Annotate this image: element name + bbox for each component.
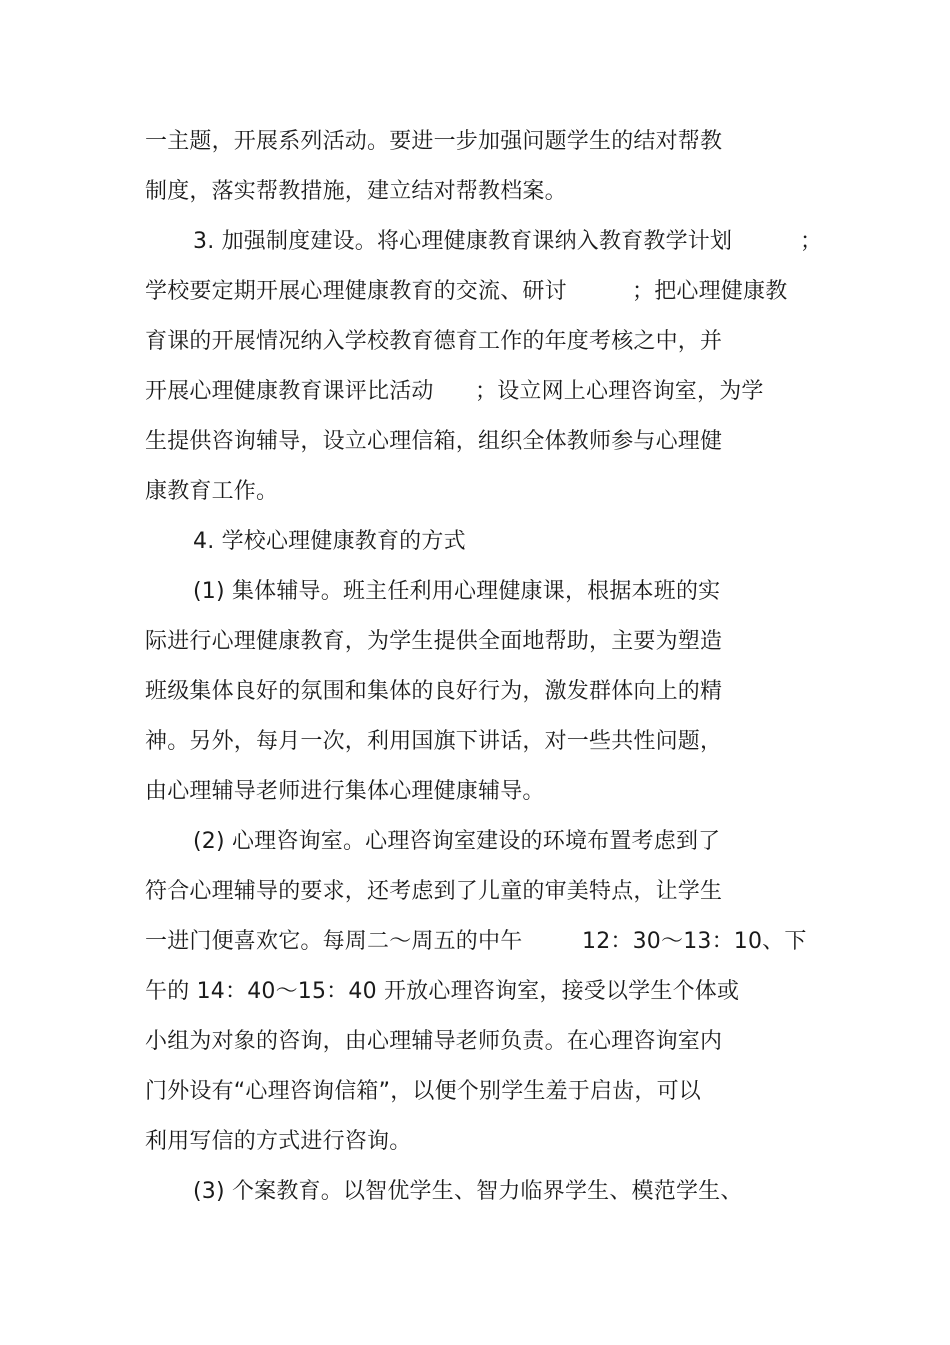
- text-line: 神。另外，每月一次，利用国旗下讲话，对一些共性问题，: [145, 729, 723, 754]
- text-line: ；: [800, 229, 823, 254]
- text-line: 利用写信的方式进行咨询。: [145, 1129, 412, 1154]
- text-line: (2) 心理咨询室。心理咨询室建设的环境布置考虑到了: [193, 829, 721, 854]
- text-line: (3) 个案教育。以智优学生、智力临界学生、模范学生、: [193, 1179, 743, 1204]
- section-heading: 4. 学校心理健康教育的方式: [193, 529, 466, 554]
- text-line: 12：30～13：10、下: [582, 929, 807, 954]
- text-line: 符合心理辅导的要求，还考虑到了儿童的审美特点，让学生: [145, 879, 723, 904]
- text-line: 一主题，开展系列活动。要进一步加强问题学生的结对帮教: [145, 129, 723, 154]
- text-line: 制度，落实帮教措施，建立结对帮教档案。: [145, 179, 567, 204]
- text-line: 午的 14：40～15：40 开放心理咨询室，接受以学生个体或: [145, 979, 740, 1004]
- text-line: 由心理辅导老师进行集体心理健康辅导。: [145, 779, 545, 804]
- text-line: 3. 加强制度建设。将心理健康教育课纳入教育教学计划: [193, 229, 733, 254]
- text-line: ；把心理健康教: [632, 279, 788, 304]
- text-line: (1) 集体辅导。班主任利用心理健康课，根据本班的实: [193, 579, 721, 604]
- text-line: 康教育工作。: [145, 479, 279, 504]
- text-line: 际进行心理健康教育，为学生提供全面地帮助，主要为塑造: [145, 629, 723, 654]
- text-line: 班级集体良好的氛围和集体的良好行为，激发群体向上的精: [145, 679, 723, 704]
- text-line: 开展心理健康教育课评比活动: [145, 379, 434, 404]
- text-line: 育课的开展情况纳入学校教育德育工作的年度考核之中，并: [145, 329, 723, 354]
- text-line: ；设立网上心理咨询室，为学: [475, 379, 764, 404]
- text-line: 门外设有“心理咨询信箱”，以便个别学生羞于启齿，可以: [145, 1079, 701, 1104]
- text-line: 一进门便喜欢它。每周二～周五的中午: [145, 929, 523, 954]
- text-line: 生提供咨询辅导，设立心理信箱，组织全体教师参与心理健: [145, 429, 723, 454]
- text-line: 学校要定期开展心理健康教育的交流、研讨: [145, 279, 567, 304]
- text-line: 小组为对象的咨询，由心理辅导老师负责。在心理咨询室内: [145, 1029, 723, 1054]
